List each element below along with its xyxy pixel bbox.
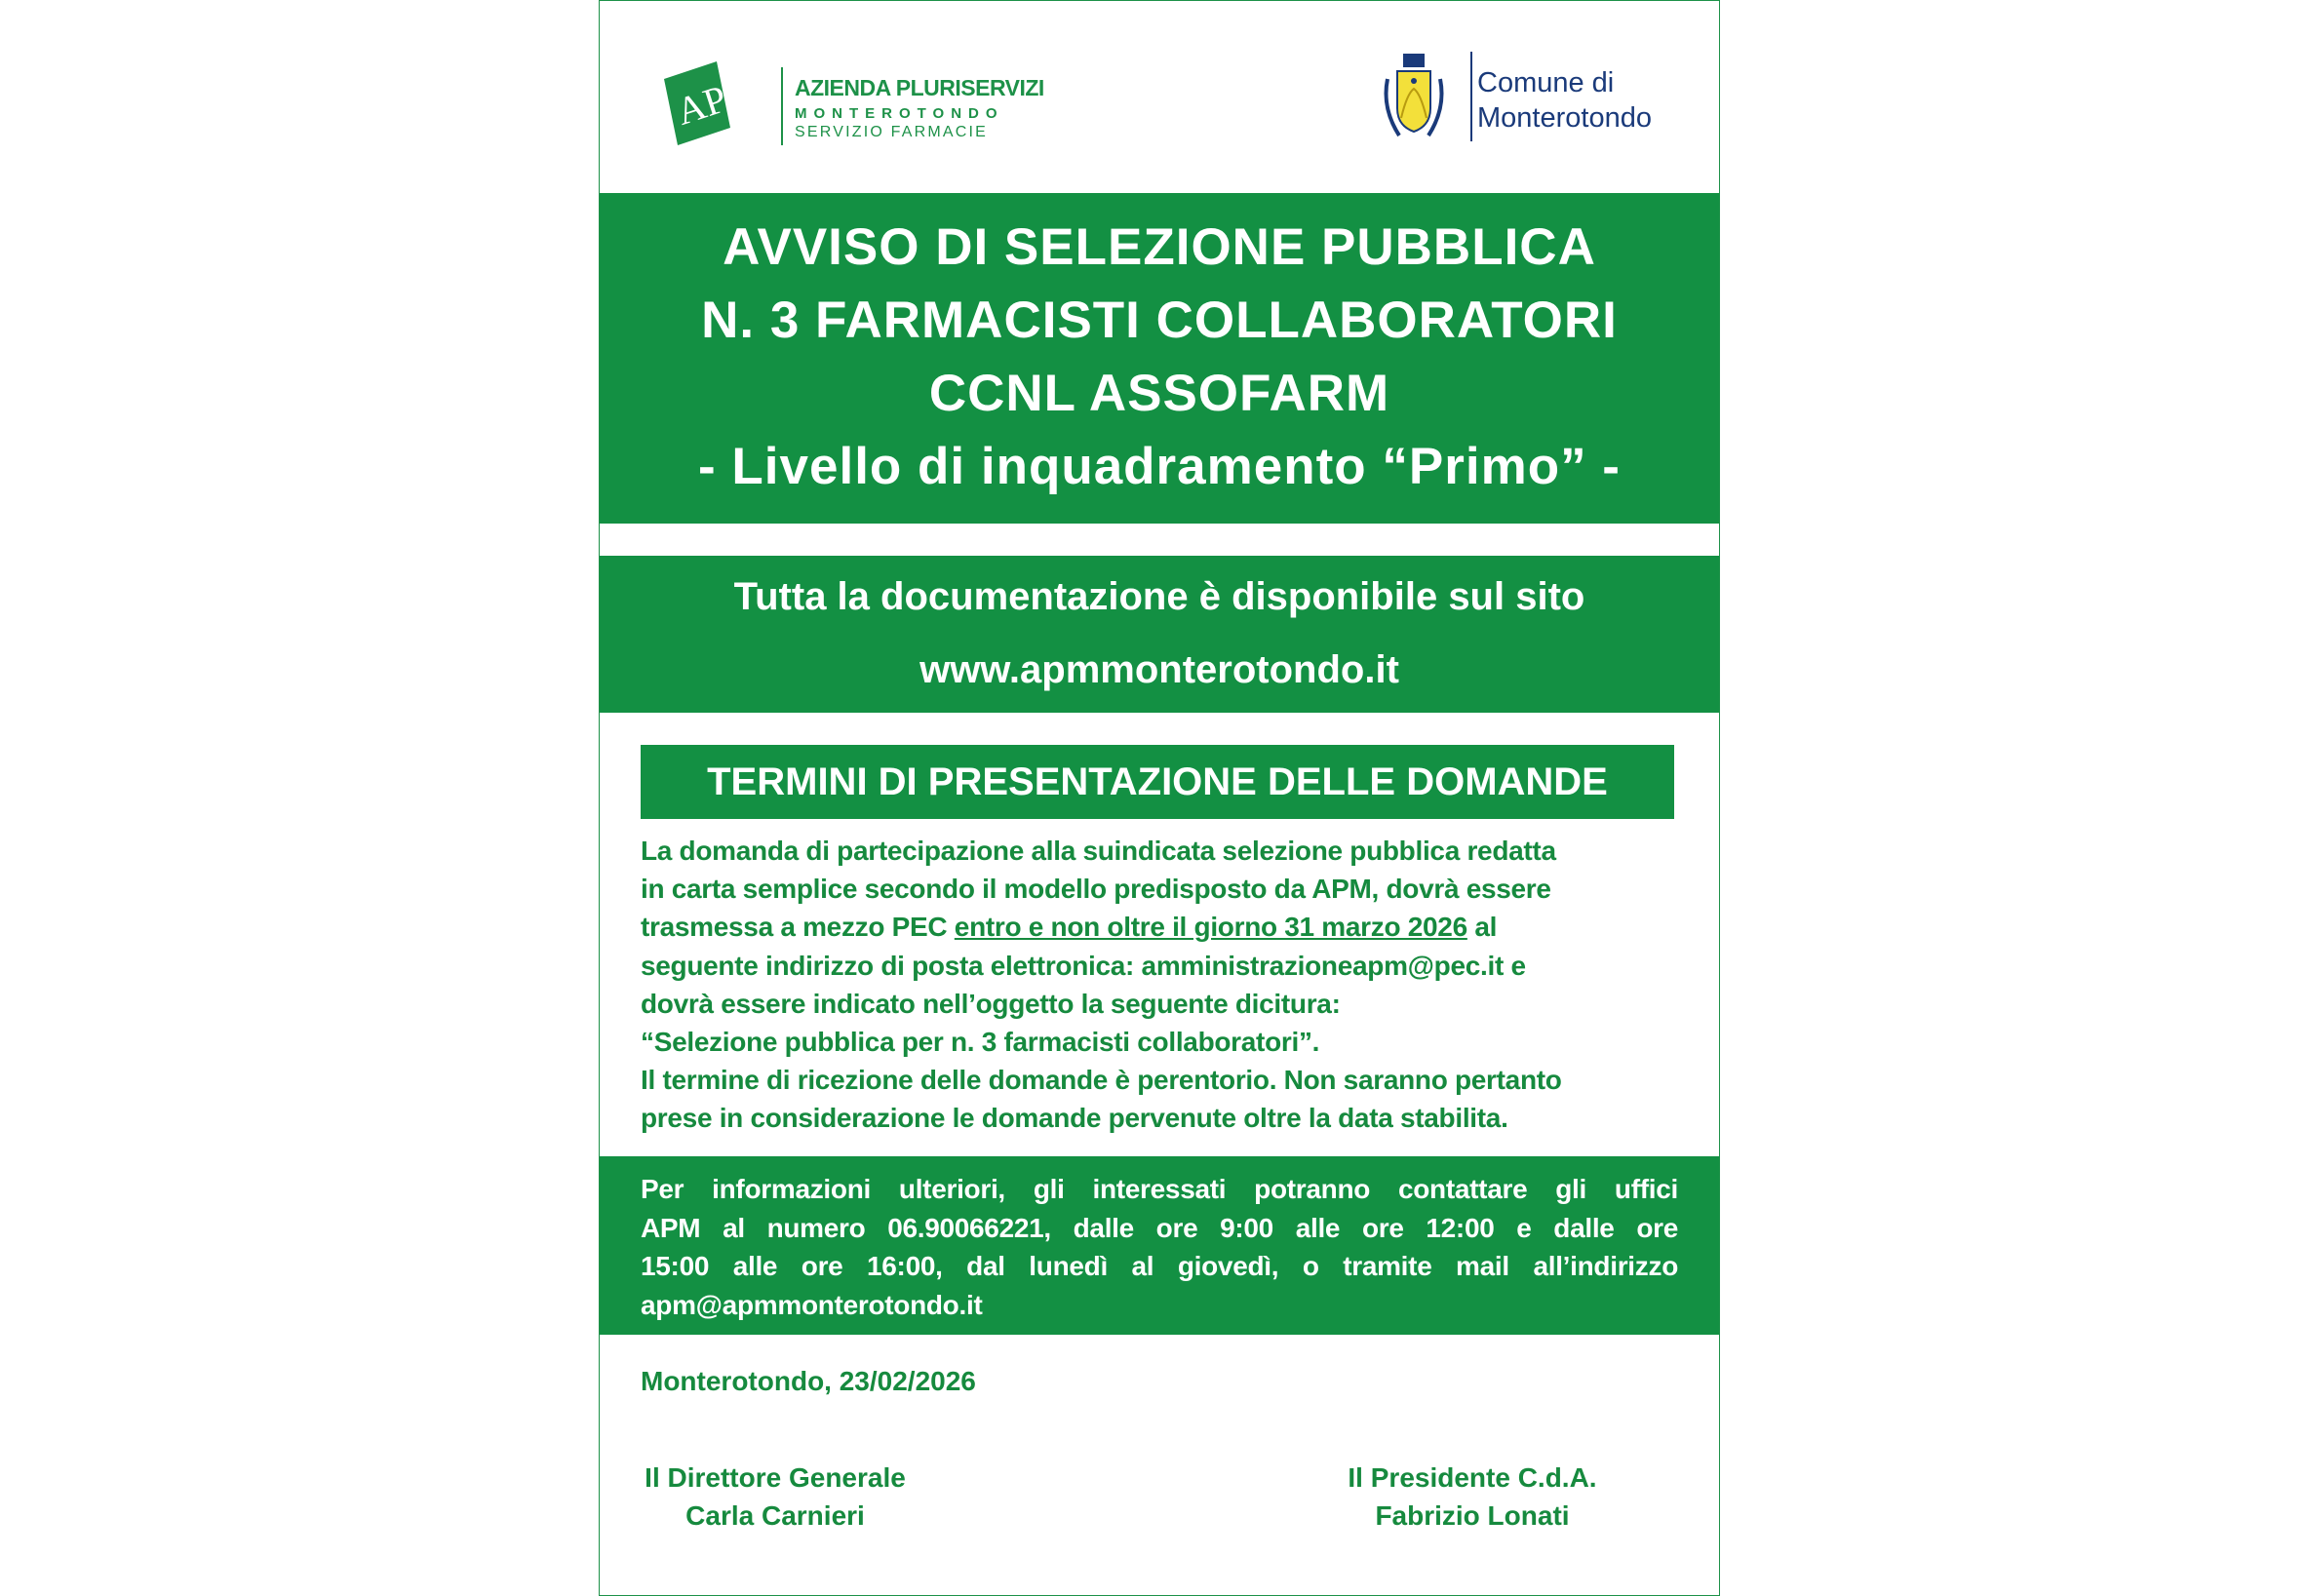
- signature-name: Fabrizio Lonati: [1375, 1500, 1570, 1531]
- apm-wordmark: [795, 75, 1044, 141]
- comune-line2: Monterotondo: [1477, 102, 1652, 134]
- crest-divider: [1470, 52, 1472, 141]
- body-line: prese in considerazione le domande pervenute oltre la data stabilita.: [641, 1103, 1508, 1134]
- title-line: CCNL ASSOFARM: [928, 365, 1390, 422]
- body-text-segment: trasmessa a mezzo PEC: [641, 912, 955, 943]
- signature-president: [1326, 1459, 1619, 1535]
- header: [600, 1, 1719, 193]
- info-line: APM al numero 06.90066221, dalle ore 9:00 alle ore 12:00 e dalle ore: [641, 1212, 1678, 1243]
- comune-line1: Comune di: [1477, 67, 1615, 98]
- signature-role: Il Presidente C.d.A.: [1348, 1462, 1597, 1493]
- apm-logo-icon: [656, 59, 765, 147]
- info-line: 15:00 alle ore 16:00, dal lunedì al giovedì, o tramite mail all’indirizzo: [641, 1251, 1678, 1281]
- info-band: [600, 1156, 1719, 1335]
- title-line: N. 3 FARMACISTI COLLABORATORI: [701, 292, 1618, 349]
- termini-body: [641, 832, 1684, 1138]
- apm-name: AZIENDA PLURISERVIZI: [795, 75, 1044, 100]
- documentation-band: [600, 556, 1719, 713]
- info-email[interactable]: apm@apmmonterotondo.it: [641, 1289, 983, 1320]
- comune-wordmark: [1477, 65, 1652, 136]
- termini-heading: TERMINI DI PRESENTAZIONE DELLE DOMANDE: [641, 745, 1674, 819]
- body-line: “Selezione pubblica per n. 3 farmacisti collaboratori”.: [641, 1027, 1320, 1058]
- info-text: [641, 1170, 1678, 1324]
- signature-role: Il Direttore Generale: [645, 1462, 906, 1493]
- documentation-text: Tutta la documentazione è disponibile sul sito: [733, 575, 1585, 618]
- title-line: AVVISO DI SELEZIONE PUBBLICA: [723, 218, 1596, 276]
- title-line: - Livello di inquadramento “Primo” -: [698, 438, 1621, 495]
- title-band: [600, 193, 1719, 524]
- notice-poster: [599, 0, 1720, 1596]
- svg-text:APM: APM: [671, 65, 765, 134]
- body-line: dovrà essere indicato nell’oggetto la seguente dicitura:: [641, 988, 1341, 1019]
- comune-crest-icon: [1380, 50, 1448, 142]
- body-text-segment: al: [1466, 912, 1498, 943]
- apm-service: SERVIZIO FARMACIE: [795, 124, 989, 140]
- body-line: in carta semplice secondo il modello predisposto da APM, dovrà essere: [641, 874, 1551, 905]
- signature-name: Carla Carnieri: [685, 1500, 865, 1531]
- place-date: Monterotondo, 23/02/2026: [641, 1366, 976, 1396]
- body-line: La domanda di partecipazione alla suindicata selezione pubblica redatta: [641, 836, 1556, 866]
- deadline-text: entro e non oltre il giorno 31 marzo 2026: [954, 912, 1467, 943]
- body-line: [641, 908, 1684, 946]
- info-line: Per informazioni ulteriori, gli interessati potranno contattare gli uffici: [641, 1174, 1678, 1204]
- logo-divider: [781, 67, 783, 145]
- website-link[interactable]: www.apmmonterotondo.it: [919, 648, 1399, 691]
- body-line: Il termine di ricezione delle domande è perentorio. Non saranno pertanto: [641, 1065, 1562, 1096]
- signature-director: [639, 1459, 912, 1535]
- body-line: seguente indirizzo di posta elettronica: amministrazioneapm@pec.it e: [641, 950, 1526, 981]
- apm-city: MONTEROTONDO: [795, 105, 1004, 122]
